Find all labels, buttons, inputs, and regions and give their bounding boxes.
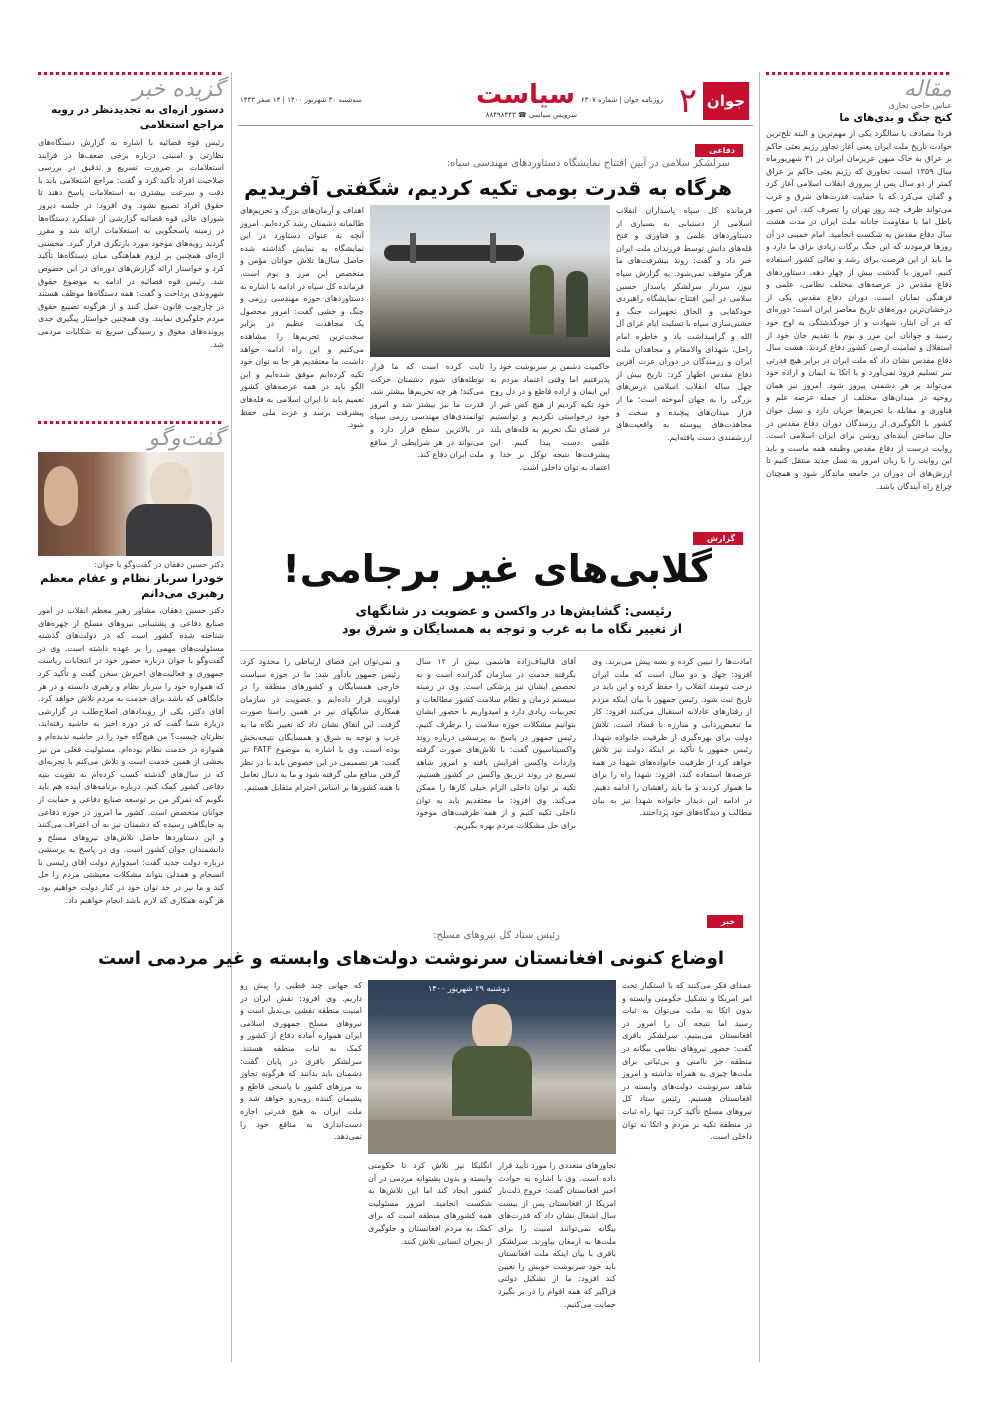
right-column-article	[766, 72, 952, 1362]
interview-body: دکتر حسین دهقان، مشاور رهبر معظم انقلاب در امور صنایع دفاعی و پشتیبانی نیروهای مسلح از چهره‌های شناخته شده کشور است که در دولت‌های گذشته مسئولیت‌های مهمی را بر عهده داشته است. وی در گفت‌وگو با جوان درباره حضور خود در انتخابات ریاست جمهوری و فعالیت‌های اخیرش سخن گفت و تأکید کرد که همواره خود را سرباز نظام و رهبری دانسته و در هر جایگاهی که باشد برای خدمت به مردم تلاش خواهد کرد. آقای دکتر، یکی از رویدادهای اصلاح‌طلب در گزارشی درباره شما گفت که در دوره اخیر به حاشیه رفته‌اید، نظرتان چیست؟ من هیچ‌گاه خود را در حاشیه ندیده‌ام و همواره در خدمت نظام بوده‌ام. مسئولیت فعلی من نیز بخشی از همین خدمت است و تلاش می‌کنم با تجربه‌ای که در سال‌های گذشته کسب کرده‌ام به تقویت بنیه دفاعی کشور کمک کنم. درباره برنامه‌های آینده هم باید بگویم که تمرکز من بر توسعه صنایع دفاعی و حمایت از جوانان متخصص است. کشور ما امروز در حوزه دفاعی به جایگاهی رسیده که دشمنان نیز به آن اعتراف می‌کنند و این دستاوردها حاصل تلاش‌های نیروهای مسلح و دانشمندان جوان کشور است. وی در پاسخ به پرسشی درباره دولت جدید گفت: امیدوارم دولت آقای رئیسی با انسجام و همدلی بتواند مشکلات معیشتی مردم را حل کند و ما نیز در حد توان خود در کنار دولت خواهیم بود. هر گونه همکاری که لازم باشد انجام خواهیم داد.	[38, 606, 224, 905]
interview-photo	[38, 452, 224, 556]
service-line: سرویس سیاسی ☎ ۸۸۴۹۸۴۴۳	[485, 111, 577, 119]
news-body: رئیس قوه قضائیه با اشاره به گزارش دستگاه‌های نظارتی و امنیتی درباره برخی ضعف‌ها در فرایند استعلامات بر ضرورت تسریع و تدقیق در بررسی صلاحیت افراد تأکید کرد و گفت: مراجع استعلامی باید با دقت و سرعت بیشتری به استعلامات پاسخ دهند تا حقوق افراد تضییع نشود. وی افزود: در جلسه دیروز شورای عالی قوه قضائیه گزارشی از عملکرد دستگاه‌ها در زمینه پاسخگویی به استعلامات ارائه شد و مقرر گردید رویه‌های موجود مورد بازنگری قرار گیرد. محسنی اژه‌ای همچنین بر لزوم هماهنگی میان دستگاه‌ها تأکید کرد و خواستار ارائه گزارش‌های دوره‌ای در این خصوص شد. رئیس قوه قضائیه در ادامه به موضوع حقوق شهروندی پرداخت و گفت: همه دستگاه‌ها موظف هستند در چارچوب قانون عمل کنند و از هرگونه تضییع حقوق مردم جلوگیری نمایند. وی همچنین خواستار پیگیری جدی پرونده‌های معوق و رسیدگی سریع به شکایات مردمی شد.	[38, 138, 224, 349]
speaker-body	[452, 1046, 532, 1116]
news-title: دستور ازه‌ای به تجدیدنظر در رویه مراجع استعلامی	[51, 104, 224, 131]
column-divider	[231, 72, 232, 1362]
story2-sub1: رئیسی: گشایش‌ها در واکسن و عضویت در شانگهای	[355, 603, 672, 618]
author-name: عباس حاجی نجاری	[888, 101, 952, 110]
story2-col-2: آقای قالیباف‌زاده هاشمی بیش از ۱۲ سال بگرفته خدمت در سازمان گذرانده است و به تخصص ایشان نیز پزشکی است. وی در زمینه سیستم درمان و نظام سلامت کشور مطالعات و تجربیات زیادی دارد و امیدواریم با حضور ایشان بتوانیم مشکلات حوزه سلامت را برطرف کنیم. رئیس جمهور در پاسخ به پرسشی درباره روند واکسیناسیون گفت: با تلاش‌های صورت گرفته واردات واکسن افزایش یافته و امروز شاهد تسریع در روند تزریق واکسن در کشور هستیم. تکیه بر توان داخلی الزام خیلی کارها را ممکن می‌کند. وی افزود: ما معتقدیم باید به توان داخلی تکیه کنیم و از همه ظرفیت‌های موجود برای حل مشکلات مردم بهره بگیریم.	[416, 657, 576, 830]
story3-kicker: رئیس ستاد کل نیروهای مسلح:	[432, 930, 560, 941]
masthead-rule	[238, 125, 753, 126]
story3-col-3: انگلیکا نیز تلاش کرد تا حکومتی وابسته و بدون پشتوانه مردمی در آن کشور ایجاد کند اما این تلاش‌ها به شکست انجامید. امروز مسئولیت همه کشورهای منطقه است که برای کمک به مردم افغانستان و جلوگیری از بحران انسانی تلاش کنند.	[368, 1161, 492, 1246]
dotted-rule	[766, 72, 952, 75]
section-tag-defense: دفاعی	[695, 144, 743, 157]
article-title: کنج جنگ و بدی‌های ما	[839, 112, 952, 124]
column-divider	[759, 72, 760, 1362]
section-header-interview: گفت‌وگو	[148, 426, 224, 451]
story3-headline: اوضاع کنونی افغانستان سرنوشت دولت‌های وابسته و غیر مردمی است	[98, 948, 724, 969]
drone-shape	[384, 245, 524, 261]
story3-col-1: عمدای فکر می‌کنند که با استکبار تحت امر امریکا و تشکیل حکومتی وابسته و بدون اتکا به ملت می‌توان به ثبات رسید اما نتیجه آن را امروز در افغانستان می‌بینیم. سرلشکر باقری گفت: حضور نیروهای نظامی بیگانه در منطقه جز ناامنی و بی‌ثباتی برای ملت‌ها چیزی به همراه نداشته و امروز شاهد سرنوشت دولت‌های وابسته در افغانستان هستیم. رئیس ستاد کل نیروهای مسلح تأکید کرد: تنها راه ثبات در منطقه تکیه بر مردم و اتکا به توان داخلی است.	[622, 981, 752, 1142]
story2-headline: گلابی‌های غیر برجامی!	[282, 547, 712, 591]
dotted-rule	[38, 421, 224, 424]
story1-body-left: اهداف و آرمان‌های بزرگ و تحریم‌های ظالمانه دشمنان رشد کرده‌ایم. امروز آنچه به عنوان دستاورد در این نمایشگاه به نمایش گذاشته شده حاصل سال‌ها تلاش جوانان مؤمن و متخصص این مرز و بوم است. فرمانده کل سپاه در ادامه با اشاره به دستاوردهای حوزه مهندسی رزمی و جنگ و خشی گفت: امروز محصول یک مجاهدت عظیم در برابر سخت‌ترین تحریم‌ها را مشاهده می‌کنیم و این راه ادامه خواهد داشت. ما معتقدیم هر جا به توان خود تکیه کرده‌ایم موفق شده‌ایم و این الگو باید در همه عرصه‌های کشور تعمیم یابد تا ایران اسلامی به قله‌های پیشرفت برسد و عزت ملی حفظ شود.	[240, 206, 364, 430]
logo: جوان	[703, 82, 749, 120]
photo-banner-text: دوشنبه ۲۹ شهریور ۱۴۰۰	[428, 984, 510, 993]
officer-figure	[530, 265, 554, 335]
story1-drone-photo	[370, 205, 610, 357]
story1-body-mid: حاکمیت دشمن بر سرنوشت خود را پذیرفتیم اما وقتی اعتماد مردم به این ایمان و اراده قاطع و در دل روح خود تکیه کردیم از هیچ‌ کس غیر از خود درخواستی نکردیم و توانستیم در فضای تنگ تحریم به قله‌های بلند علمی دست پیدا کنیم. این پیشرفت‌ها نتیجه توکل بر خدا و اعتماد به توان داخلی است.	[490, 362, 610, 472]
date-line: سه‌شنبه ۳۰ شهریور ۱۴۰۰ | ۱۴ صفر ۱۴۴۳	[240, 96, 362, 104]
story2-columns	[240, 656, 752, 900]
section-name: سیاست	[475, 80, 575, 110]
section-tag-news: خبر	[707, 915, 743, 928]
interview-title: خودرا سرباز نظام و عقام معظم رهبری می‌دانم	[40, 571, 224, 600]
masthead	[238, 82, 753, 122]
story1-headline: هرگاه به قدرت بومی تکیه کردیم، شگفتی آفریدیم	[244, 176, 732, 200]
drone-rotor	[410, 233, 416, 263]
section-header-article: مقاله	[903, 77, 952, 102]
audience	[368, 1120, 616, 1154]
story1-kicker: سرلشکر سلامی در آیین افتتاح نمایشگاه دستاوردهای مهندسی سپاه:	[446, 158, 730, 169]
officer-figure	[566, 271, 588, 337]
page-number: ۲	[678, 81, 697, 121]
left-sidebar	[38, 72, 224, 1362]
section-header-news-brief: گزیده خبر	[132, 77, 224, 102]
person-body	[126, 504, 212, 556]
flag-decor	[44, 466, 78, 526]
photo-caption: دکتر حسین دهقان در گفت‌وگو با جوان:	[94, 560, 224, 569]
drone-rotor	[490, 233, 496, 263]
story2-col-3: و نمی‌توان این فضای ارتباطی را محدود کرد. رئیس جمهور یادآور شد: ما در حوزه سیاست خارجی همسایگان و کشورهای منطقه را در اولویت قرار داده‌ایم و عضویت در سازمان همکاری شانگهای نیز در همین راستا صورت گرفت. این اتفاق نشان داد که تغییر نگاه ما به غرب و توجه به شرق و همسایگان نتیجه‌بخش بوده است. وی با اشاره به موضوع FATF نیز گفت: هر تصمیمی در این خصوص باید با در نظر گرفتن منافع ملی گرفته شود و ما به دنبال تعامل با همه کشورها بر اساس احترام متقابل هستیم.	[240, 657, 400, 792]
story1-body-right: فرمانده کل سپاه پاسداران انقلاب اسلامی از دستیابی به بسیاری از دستاوردهای علمی و فناوری و فتح قله‌های دانش توسط فرزندان ملت ایران خبر داد و گفت: روند بیشرفت‌های ما هرگز متوقف نمی‌شود. به گزارش سپاه نیوز، سردار سرلشکر پاسدار حسین سلامی در آیین افتتاح نمایشگاه راهبردی خودکفایی و الحاق تجهیزات جنگ و خشنی‌سازی سپاه با تسلیت ایام عزای آل الله و گرامیداشت یاد و خاطره امام راحل، شهدای والامقام و مجاهدان ملت ایران و رزمندگان در دوران عزت آفرین دفاع مقدس اظهار کرد: تاریخ بیش از چهل ساله انقلاب اسلامی درس‌های بزرگی را به جهان آموخته است؛ ما از فراز میدان‌های پیچیده و سخت و مجاهدت‌های پیوسته به واقعیت‌های ارزشمندی دست یافته‌ایم.	[616, 206, 752, 442]
section-tag-report: گزارش	[693, 532, 743, 545]
article-body: فردا مصادف با سالگرد یکی از مهم‌ترین و البته تلخ‌ترین حوادث تاریخ ملت ایران یعنی آغاز تجاوز رژیم بعثی حاکم بر عراق به خاک میهن عزیزمان ایران در ۳۱ شهریورماه سال ۱۳۵۹ است. تجاوزی که رژیم بعثی حاکم بر عراق کمتر از دو سال پس از پیروزی انقلاب اسلامی آغاز کرد و گمان می‌کرد که با حمایت قدرت‌های شرق و غرب می‌تواند ظرف چند روز تهران را تصرف کند. این تصور باطل اما با مقاومت جانانه ملت ایران در مدت هشت سال دفاع مقدس به شکست انجامید. امام خمینی در آن روزها فرمودند که این جنگ برکات زیادی برای ما دارد و ما باید از این فرصت برای رشد و تعالی کشور استفاده کنیم. امروز با گذشت بیش از چهار دهه، دستاوردهای دفاع مقدس در عرصه‌های مختلف نظامی، علمی و فرهنگی نمایان است. دوران دفاع مقدس یکی از درخشان‌ترین دوره‌های تاریخ معاصر ایران است؛ دوره‌ای که در آن ایثار، شهادت و از خودگذشتگی به اوج خود رسید و جوانان این مرز و بوم با تقدیم جان خود از استقلال و تمامیت ارضی کشور دفاع کردند. هشت سال دفاع مقدس نشان داد که ملت ایران در برابر هیچ قدرتی سر تسلیم فرود نمی‌آورد و با اتکا به ایمان و اراده خود می‌تواند بر هر دشمنی پیروز شود. امروز نیز همان روحیه در میدان‌های مختلف از جمله عرصه علم و فناوری و مقابله با تحریم‌ها جریان دارد و نسل جوان کشور با الگوگیری از رزمندگان دوران دفاع مقدس در حال ساختن آینده‌ای روشن برای ایران اسلامی است. روایت درست از دفاع مقدس وظیفه همه ماست و باید این روایت را با زبان امروز به نسل جدید منتقل کنیم تا ارزش‌های آن دوران در جامعه ماندگار شود و همچنان چراغ راه آیندگان باشد.	[766, 129, 952, 491]
story2-sub2: از تغییر نگاه ما به غرب و توجه به همسایگان و شرق بود	[342, 621, 682, 636]
story2-rule	[240, 650, 752, 651]
story3-col-4: که جهانی چند قطبی را پیش رو داریم. وی افزود: نقش ایران در امنیت منطقه نقشی بی‌بدیل است و نیروهای مسلح جمهوری اسلامی ایران همواره آماده دفاع از کشور و کمک به ثبات منطقه هستند. سرلشکر باقری در پایان گفت: دشمنان باید بدانند که هرگونه تجاوز به مرزهای کشور با پاسخی قاطع و پشیمان کننده روبه‌رو خواهد شد و ملت ایران به هیچ قدرتی اجازه دست‌اندازی به منافع خود را نمی‌دهد.	[240, 981, 362, 1142]
story3-photo	[368, 980, 616, 1154]
speaker-head	[472, 1004, 512, 1052]
story2-col-1: امادت‌ها را تبیین کرده و بسه پیش می‌برند. وی افزود: چهل و دو سال است که ملت ایران درخت تنومند انقلاب را حفظ کرده و این باید در تاریخ ثبت شود. رئیس جمهور با بیان اینکه مردم از رفتارهای عادلانه استقبال می‌کنند افزود: کار ما تبعیض‌زدایی و مبارزه با فساد است. تلاش دولت برای بهره‌گیری از ظرفیت خانواده شهدا. رئیس جمهور با تأکید بر اینکه دولت نیز تلاش خواهد کرد از ظرفیت خانواده‌های شهدا در همه عرصه‌ها استفاده کند، افزود: شهدا راه را برای ما هموار کردند و ما باید راهشان را ادامه دهیم. در ادامه این دیدار خانواده شهدا نیز به بیان مطالب و دیدگاه‌های خود پرداختند.	[592, 657, 752, 818]
dotted-rule	[38, 72, 224, 75]
story3-col-2: تجاوزهای متعددی را مورد تأیید قرار داده است. وی با اشاره به حوادث اخیر افغانستان گفت: خروج ذلت‌بار امریکا از افغانستان پس از بیست سال اشغال نشان داد که قدرت‌های بیگانه نمی‌توانند امنیت را برای ملت‌ها به ارمغان بیاورند. سرلشکر باقری با بیان اینکه ملت افغانستان باید خود سرنوشت خویش را تعیین کند افزود: ما از تشکیل دولتی فراگیر که همه اقوام را در بر بگیرد حمایت می‌کنیم.	[498, 1161, 616, 1309]
story1-body-mid2: ثابت کرده است که ما قرار توطئه‌های شوم دشمنان حرکت می‌کند؛ هر چه تحریم‌ها بیشتر شد، قدرت ما نیز بیشتر شد و امروز توانمندی‌های مهندسی رزمی سپاه در بالاترین سطح قرار دارد و می‌تواند در هر شرایطی از منافع ملت ایران دفاع کند.	[370, 362, 484, 460]
issue-info: روزنامه جوان | شماره ۶۳۰۷	[580, 96, 663, 104]
